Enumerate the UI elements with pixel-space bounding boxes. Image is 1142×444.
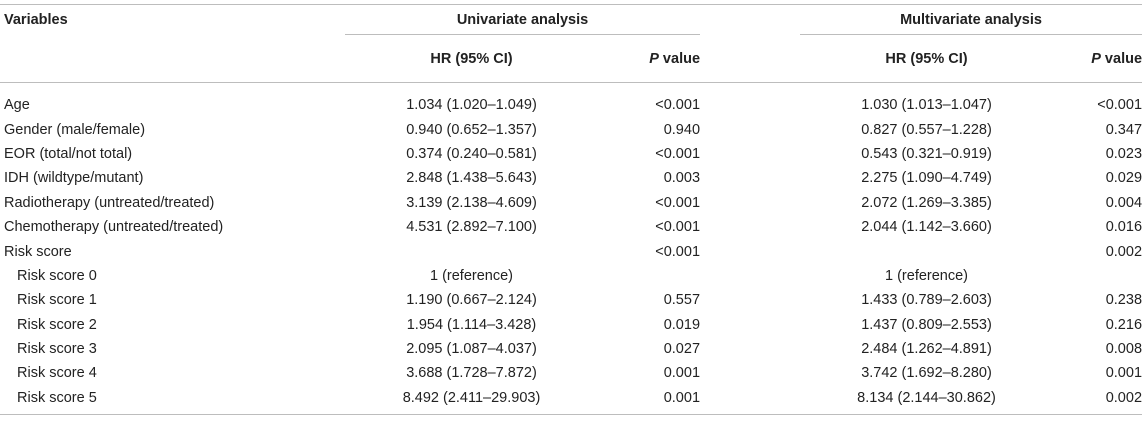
header-row-columns (0, 35, 1142, 83)
univariate-hr-cell: 2.848 (1.438–5.643) (406, 170, 537, 187)
multivariate-p-cell: 0.029 (1105, 170, 1142, 187)
multivariate-p-cell: 0.016 (1105, 219, 1142, 236)
table-row (0, 191, 1142, 215)
gap-cell (700, 142, 800, 166)
p-rest: value (658, 50, 701, 67)
univariate-p-cell: 0.001 (663, 389, 701, 406)
table-body (0, 83, 1142, 415)
univariate-p-cell: 0.940 (663, 121, 701, 138)
cox-regression-table (0, 4, 1142, 415)
table-row (0, 313, 1142, 337)
univariate-p-cell: 0.027 (663, 341, 701, 358)
variable-cell: Gender (male/female) (4, 121, 146, 138)
multivariate-hr-cell: 2.072 (1.269–3.385) (861, 194, 992, 211)
multivariate-p-cell: 0.238 (1105, 292, 1142, 309)
variable-cell: Risk score 0 (17, 267, 97, 284)
univariate-header: Univariate analysis (345, 5, 700, 35)
variable-cell: Risk score 1 (17, 292, 97, 309)
table-row (0, 361, 1142, 385)
variable-cell: Age (4, 97, 30, 114)
univariate-hr-cell: 3.139 (2.138–4.609) (406, 194, 537, 211)
univariate-p-cell: 0.557 (663, 292, 701, 309)
univariate-hr-cell: 1.034 (1.020–1.049) (406, 97, 537, 114)
gap-cell (700, 337, 800, 361)
univariate-p-cell: <0.001 (655, 194, 701, 211)
univariate-p-cell: 0.019 (663, 316, 701, 333)
univariate-p-header (598, 35, 700, 83)
multivariate-p-cell (1053, 264, 1142, 288)
multivariate-hr-cell: 3.742 (1.692–8.280) (861, 365, 992, 382)
multivariate-hr-header: HR (95% CI) (885, 50, 968, 67)
multivariate-hr-cell: 0.827 (0.557–1.228) (861, 121, 992, 138)
univariate-hr-cell: 2.095 (1.087–4.037) (406, 341, 537, 358)
header-empty (0, 35, 345, 83)
variable-cell: Risk score 5 (17, 389, 97, 406)
multivariate-p-cell: 0.023 (1105, 145, 1142, 162)
table-row (0, 288, 1142, 312)
multivariate-header: Multivariate analysis (800, 5, 1142, 35)
variable-cell: Risk score (4, 243, 72, 260)
p-rest: value (1100, 50, 1142, 67)
variable-cell: IDH (wildtype/mutant) (4, 170, 144, 187)
table-row (0, 215, 1142, 239)
table-row (0, 386, 1142, 415)
table-row (0, 83, 1142, 118)
multivariate-hr-cell: 0.543 (0.321–0.919) (861, 145, 992, 162)
univariate-hr-cell: 0.374 (0.240–0.581) (406, 145, 537, 162)
table-row (0, 264, 1142, 288)
multivariate-p-cell: 0.008 (1105, 341, 1142, 358)
multivariate-p-cell: 0.347 (1105, 121, 1142, 138)
multivariate-hr-cell: 8.134 (2.144–30.862) (857, 389, 996, 406)
gap-cell (700, 288, 800, 312)
multivariate-hr-cell: 1 (reference) (885, 267, 969, 284)
multivariate-p-cell: <0.001 (1097, 97, 1142, 114)
univariate-hr-cell: 8.492 (2.411–29.903) (402, 389, 541, 406)
univariate-p-cell: <0.001 (655, 243, 701, 260)
gap-cell (700, 361, 800, 385)
gap-cell (700, 264, 800, 288)
multivariate-hr-cell: 1.433 (0.789–2.603) (861, 292, 992, 309)
multivariate-hr-cell (800, 239, 1053, 263)
gap-cell (700, 239, 800, 263)
univariate-hr-cell: 1 (reference) (429, 267, 513, 284)
multivariate-p-header (1053, 35, 1142, 83)
univariate-hr-cell: 0.940 (0.652–1.357) (406, 121, 537, 138)
variable-cell: Risk score 3 (17, 341, 97, 358)
variable-cell: Risk score 4 (17, 365, 97, 382)
table-row (0, 337, 1142, 361)
multivariate-hr-cell: 1.437 (0.809–2.553) (861, 316, 992, 333)
multivariate-p-cell: 0.001 (1105, 365, 1142, 382)
table-header (0, 5, 1142, 83)
header-gap (700, 5, 800, 35)
variable-cell: EOR (total/not total) (4, 145, 133, 162)
variable-cell: Radiotherapy (untreated/treated) (4, 194, 215, 211)
univariate-p-cell: <0.001 (655, 97, 701, 114)
table-row (0, 166, 1142, 190)
multivariate-hr-cell: 2.044 (1.142–3.660) (861, 219, 992, 236)
univariate-p-cell: <0.001 (655, 219, 701, 236)
gap-cell (700, 83, 800, 118)
gap-cell (700, 191, 800, 215)
multivariate-p-cell: 0.002 (1105, 389, 1142, 406)
multivariate-p-cell: 0.216 (1105, 316, 1142, 333)
multivariate-hr-cell: 2.275 (1.090–4.749) (861, 170, 992, 187)
multivariate-hr-cell: 1.030 (1.013–1.047) (861, 97, 992, 114)
variable-cell: Chemotherapy (untreated/treated) (4, 219, 224, 236)
gap-cell (700, 386, 800, 415)
univariate-hr-cell: 4.531 (2.892–7.100) (406, 219, 537, 236)
header-row-groups (0, 5, 1142, 35)
gap-cell (700, 313, 800, 337)
p-italic: P (649, 50, 659, 67)
gap-cell (700, 166, 800, 190)
gap-cell (700, 117, 800, 141)
table-row (0, 142, 1142, 166)
univariate-hr-cell: 3.688 (1.728–7.872) (406, 365, 537, 382)
p-italic: P (1091, 50, 1101, 67)
univariate-p-cell: <0.001 (655, 145, 701, 162)
multivariate-p-cell: 0.004 (1105, 194, 1142, 211)
univariate-hr-header: HR (95% CI) (430, 50, 513, 67)
table-row (0, 239, 1142, 263)
univariate-hr-cell (345, 239, 598, 263)
table-row (0, 117, 1142, 141)
gap-cell (700, 215, 800, 239)
variable-cell: Risk score 2 (17, 316, 97, 333)
univariate-p-cell (598, 264, 700, 288)
multivariate-hr-cell: 2.484 (1.262–4.891) (861, 341, 992, 358)
univariate-p-cell: 0.003 (663, 170, 701, 187)
univariate-hr-cell: 1.954 (1.114–3.428) (406, 316, 537, 333)
univariate-hr-cell: 1.190 (0.667–2.124) (406, 292, 537, 309)
variables-header: Variables (4, 11, 68, 28)
header-gap-2 (700, 35, 800, 83)
univariate-p-cell: 0.001 (663, 365, 701, 382)
multivariate-p-cell: 0.002 (1105, 243, 1142, 260)
